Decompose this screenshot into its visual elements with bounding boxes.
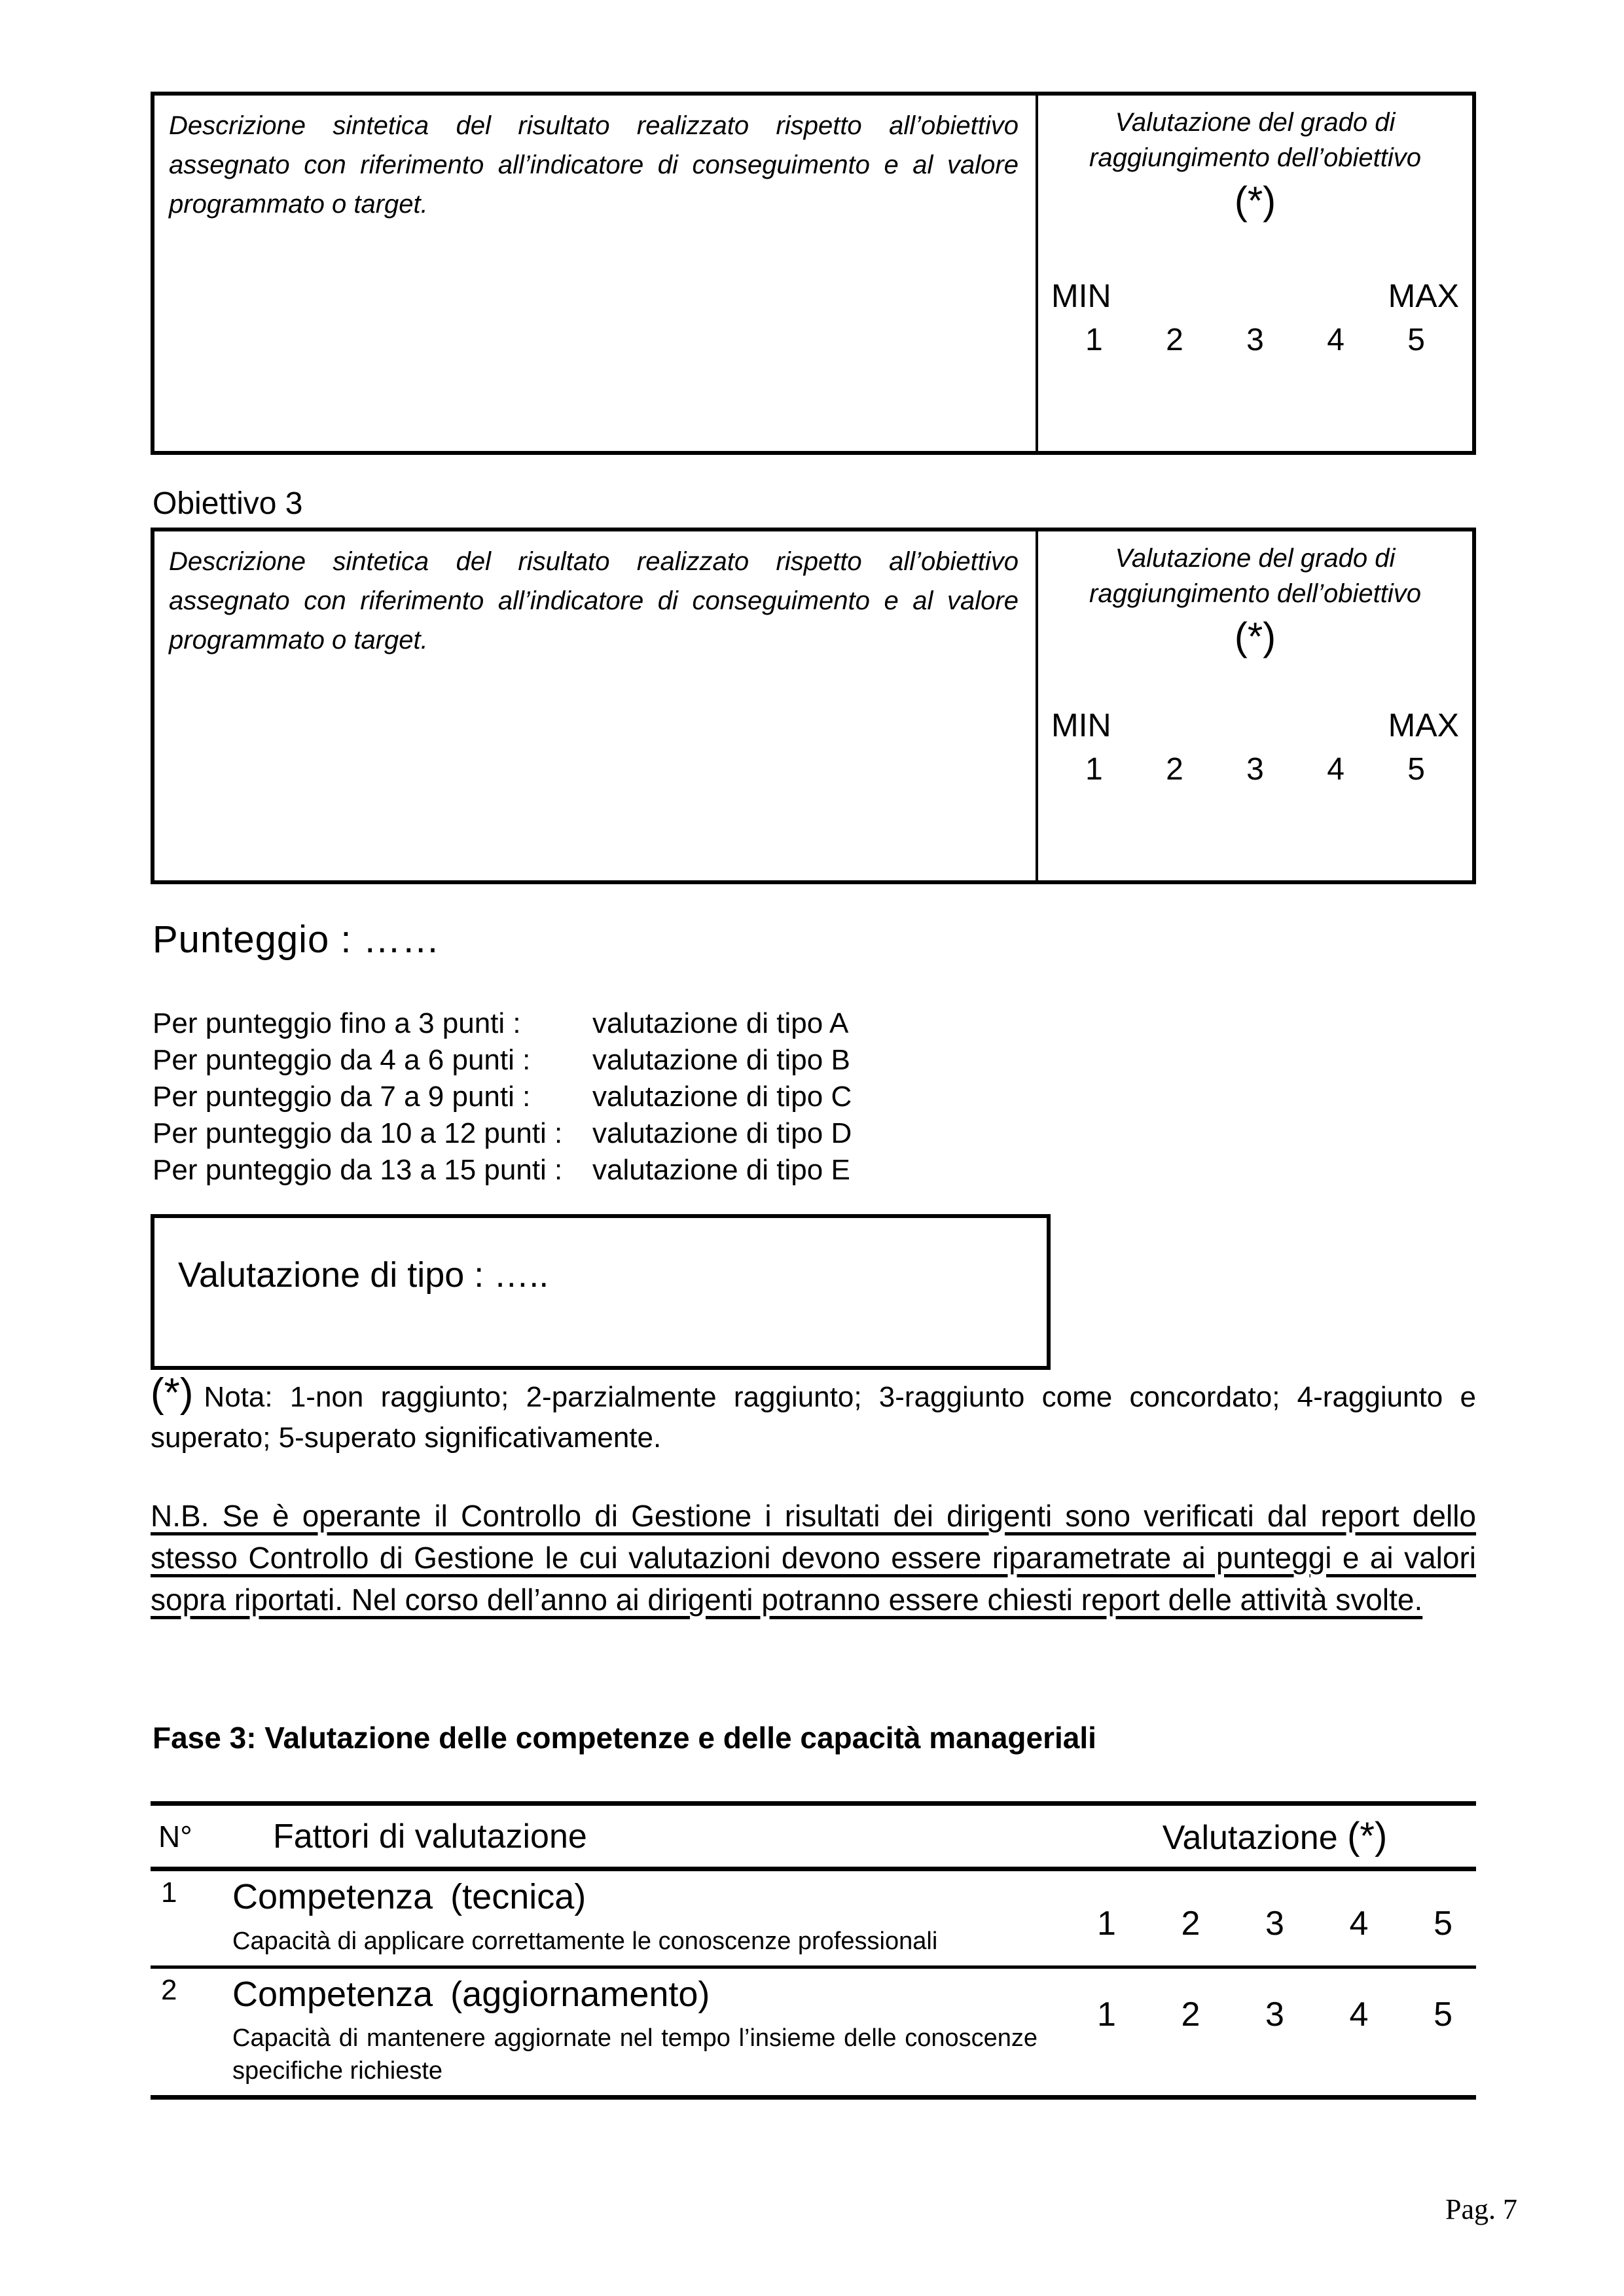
rating-asterisk-mark: (*) bbox=[1234, 179, 1276, 223]
scale-option-3[interactable]: 3 bbox=[1265, 1995, 1284, 2034]
factors-table-header bbox=[151, 1806, 1476, 1871]
score-legend bbox=[153, 1005, 852, 1189]
rating-asterisk-mark: (*) bbox=[1234, 615, 1276, 658]
rating-header-asterisk: (*) bbox=[1347, 1815, 1388, 1857]
objective-description-text: Descrizione sintetica del risultato realizzato rispetto all’obiettivo assegnato con riferimento all’indicatore di conseguimento e al valore programmato o target. bbox=[169, 111, 1019, 219]
evaluation-type-box[interactable] bbox=[151, 1214, 1051, 1370]
scale-option-5[interactable]: 5 bbox=[1407, 752, 1425, 787]
objective-rating-cell bbox=[1038, 96, 1472, 451]
footnote-text: Nota: 1-non raggiunto; 2-parzialmente raggiunto; 3-raggiunto come concordato; 4-raggiunto e superato; 5-superato significativamente. bbox=[151, 1381, 1476, 1454]
scale-option-1[interactable]: 1 bbox=[1085, 323, 1103, 358]
scale-option-5[interactable]: 5 bbox=[1407, 323, 1425, 358]
factor-row-2 bbox=[151, 1969, 1476, 2096]
score-range: Per punteggio da 4 a 6 punti : bbox=[153, 1044, 531, 1076]
factor-number: 2 bbox=[161, 1973, 177, 2006]
max-label: MAX bbox=[1388, 278, 1459, 315]
rating-title: Valutazione del grado di raggiungimento dell’obiettivo bbox=[1089, 108, 1421, 172]
min-label: MIN bbox=[1051, 278, 1111, 315]
score-result: valutazione di tipo A bbox=[592, 1007, 849, 1039]
score-result: valutazione di tipo D bbox=[592, 1117, 852, 1149]
scale-option-1[interactable]: 1 bbox=[1097, 1995, 1116, 2034]
factor-description: Capacità di applicare correttamente le conoscenze professionali bbox=[232, 1927, 938, 1955]
min-label: MIN bbox=[1051, 707, 1111, 744]
scale-option-2[interactable]: 2 bbox=[1166, 323, 1183, 358]
scale-option-1[interactable]: 1 bbox=[1085, 752, 1103, 787]
scale-option-4[interactable]: 4 bbox=[1349, 1905, 1369, 1943]
scale-option-1[interactable]: 1 bbox=[1097, 1905, 1116, 1943]
evaluation-type-label: Valutazione di tipo : ….. bbox=[178, 1255, 549, 1295]
factor-number: 1 bbox=[161, 1876, 177, 1909]
objective-table-2 bbox=[151, 92, 1476, 455]
objective-description-cell[interactable] bbox=[154, 96, 1038, 451]
scale-option-3[interactable]: 3 bbox=[1265, 1905, 1284, 1943]
max-label: MAX bbox=[1388, 707, 1459, 744]
rating-title: Valutazione del grado di raggiungimento dell’obiettivo bbox=[1089, 544, 1421, 608]
phase3-heading: Fase 3: Valutazione delle competenze e delle capacità manageriali bbox=[153, 1721, 1096, 1755]
column-header-factors: Fattori di valutazione bbox=[273, 1817, 587, 1856]
score-range: Per punteggio da 10 a 12 punti : bbox=[153, 1117, 563, 1149]
score-result: valutazione di tipo C bbox=[592, 1081, 852, 1113]
scale-option-2[interactable]: 2 bbox=[1181, 1905, 1200, 1943]
objective-description-text: Descrizione sintetica del risultato realizzato rispetto all’obiettivo assegnato con riferimento all’indicatore di conseguimento e al valore programmato o target. bbox=[169, 547, 1019, 655]
scale-option-4[interactable]: 4 bbox=[1349, 1995, 1369, 2034]
score-range: Per punteggio da 7 a 9 punti : bbox=[153, 1081, 531, 1113]
objective-table-3 bbox=[151, 528, 1476, 884]
score-legend-row-d bbox=[153, 1115, 852, 1152]
rating-minmax-row bbox=[1045, 708, 1466, 744]
scale-option-5[interactable]: 5 bbox=[1434, 1995, 1453, 2034]
column-header-rating bbox=[1074, 1814, 1476, 1858]
factor-row-1 bbox=[151, 1871, 1476, 1969]
rating-scale-row bbox=[1045, 753, 1466, 787]
objective-3-label: Obiettivo 3 bbox=[153, 486, 303, 521]
objective-description-cell[interactable] bbox=[154, 531, 1038, 880]
score-legend-row-c bbox=[153, 1079, 852, 1115]
footnote-asterisk-mark: (*) bbox=[151, 1371, 194, 1416]
scale-option-4[interactable]: 4 bbox=[1327, 323, 1344, 358]
rating-header-label: Valutazione bbox=[1162, 1819, 1338, 1857]
factor-rating-scale bbox=[1074, 1871, 1476, 1965]
score-title: Punteggio : …… bbox=[153, 918, 441, 961]
scale-option-3[interactable]: 3 bbox=[1246, 323, 1264, 358]
scale-option-4[interactable]: 4 bbox=[1327, 752, 1344, 787]
nb-note: N.B. Se è operante il Controllo di Gestione i risultati dei dirigenti sono verificati dal report dello stesso Controllo di Gestione le cui valutazioni devono essere riparametrate ai punteggi e ai valori sopra riportati. Nel corso dell’anno ai dirigenti potranno essere chiesti report delle attività svolte. bbox=[151, 1499, 1476, 1617]
score-legend-row-b bbox=[153, 1042, 852, 1079]
column-header-number: N° bbox=[158, 1819, 192, 1854]
rating-footnote bbox=[151, 1373, 1476, 1459]
score-result: valutazione di tipo B bbox=[592, 1044, 850, 1076]
factor-rating-scale bbox=[1074, 1969, 1476, 2096]
factor-content bbox=[232, 1871, 1074, 1965]
factors-table bbox=[151, 1801, 1476, 2100]
factor-content bbox=[232, 1969, 1074, 2096]
factor-description: Capacità di mantenere aggiornate nel tempo l’insieme delle conoscenze specifiche richieste bbox=[232, 2024, 1038, 2085]
score-range: Per punteggio da 13 a 15 punti : bbox=[153, 1154, 563, 1186]
factor-title: Competenza (tecnica) bbox=[232, 1877, 586, 1916]
factor-title: Competenza (aggiornamento) bbox=[232, 1974, 710, 2014]
score-range: Per punteggio fino a 3 punti : bbox=[153, 1007, 521, 1039]
page-number: Pag. 7 bbox=[1445, 2193, 1517, 2225]
rating-minmax-row bbox=[1045, 278, 1466, 314]
scale-option-5[interactable]: 5 bbox=[1434, 1905, 1453, 1943]
scale-option-2[interactable]: 2 bbox=[1166, 752, 1183, 787]
objective-rating-cell bbox=[1038, 531, 1472, 880]
score-result: valutazione di tipo E bbox=[592, 1154, 850, 1186]
score-legend-row-a bbox=[153, 1005, 852, 1042]
scale-option-3[interactable]: 3 bbox=[1246, 752, 1264, 787]
rating-scale-row bbox=[1045, 323, 1466, 358]
score-legend-row-e bbox=[153, 1152, 852, 1189]
scale-option-2[interactable]: 2 bbox=[1181, 1995, 1200, 2034]
